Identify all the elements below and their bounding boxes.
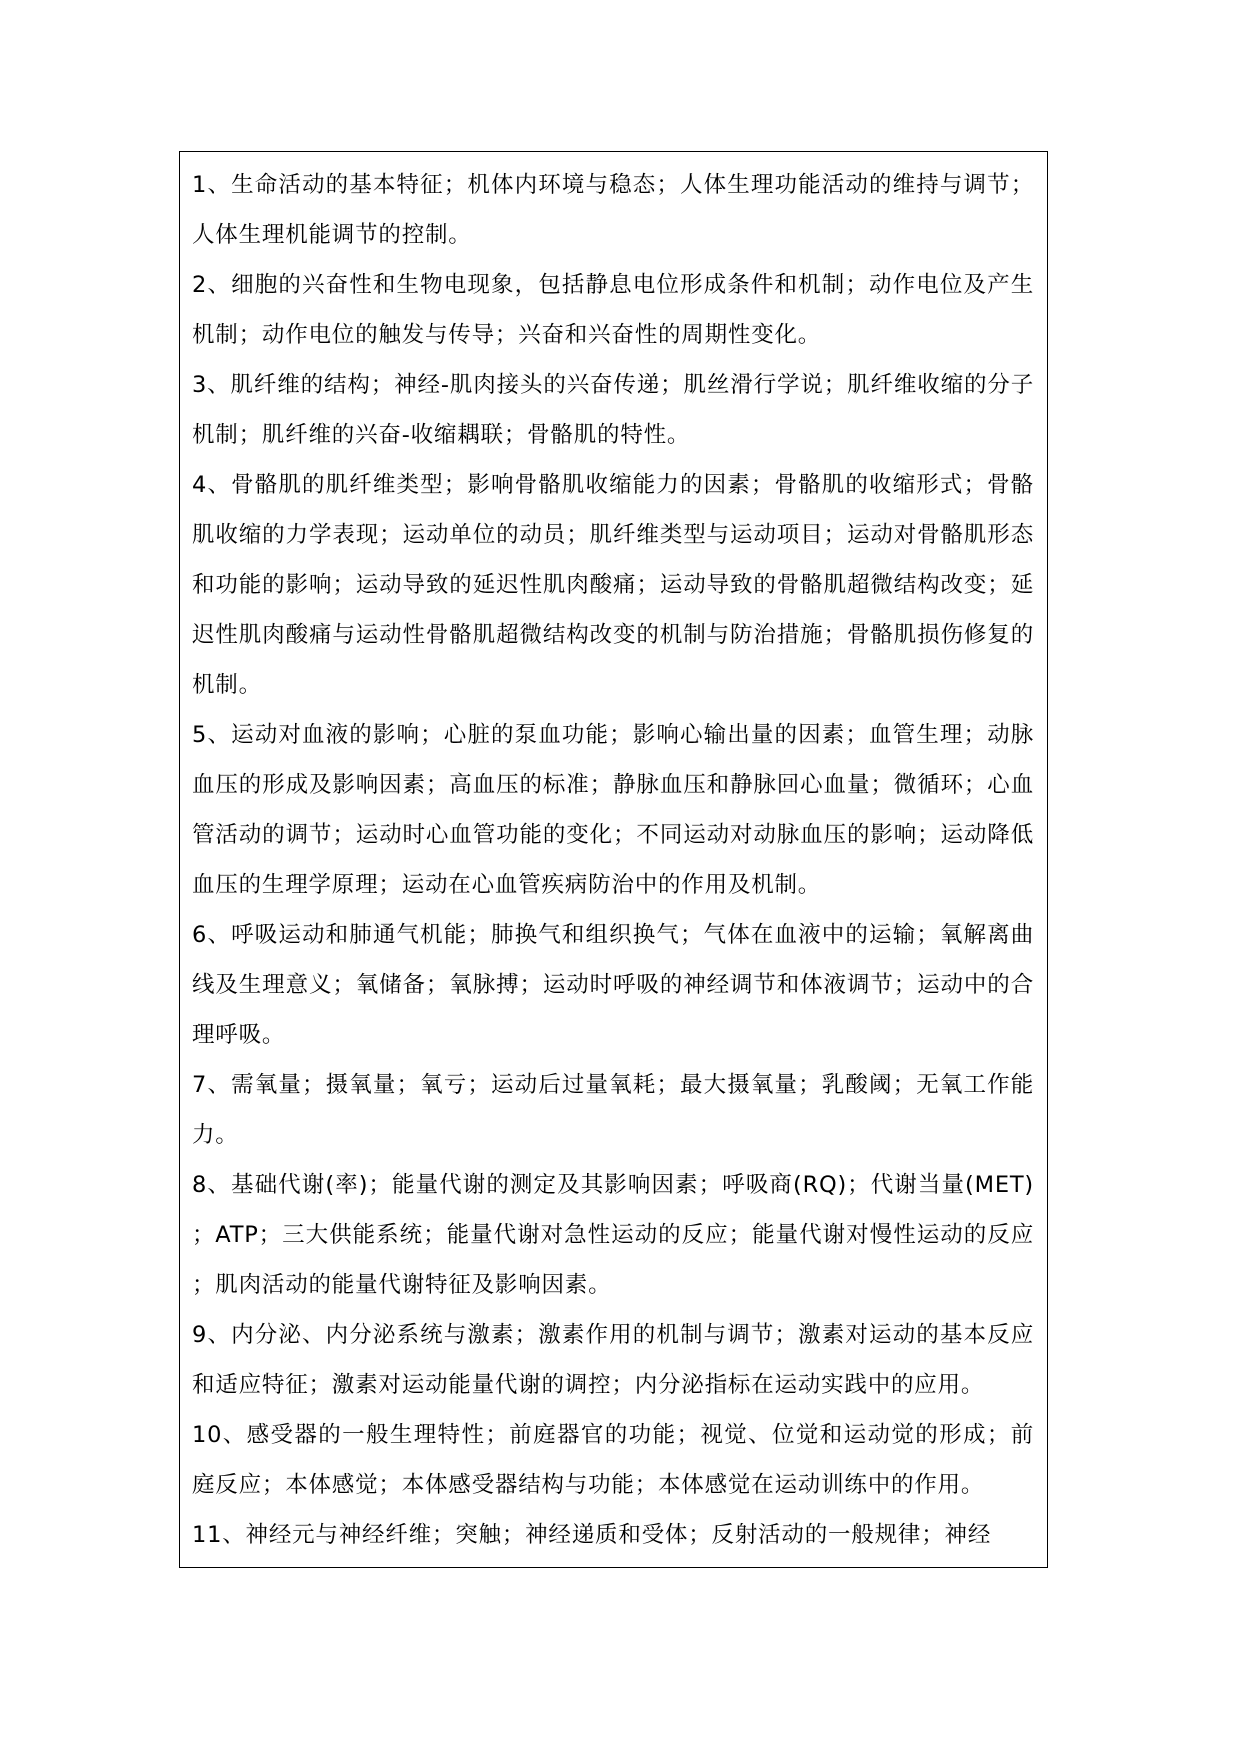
topic-item-9: 9、内分泌、内分泌系统与激素；激素作用的机制与调节；激素对运动的基本反应和适应特征；激素对运动能量代谢的调控；内分泌指标在运动实践中的应用。	[192, 1322, 1034, 1398]
topic-item-5: 5、运动对血液的影响；心脏的泵血功能；影响心输出量的因素；血管生理；动脉血压的形成及影响因素；高血压的标准；静脉血压和静脉回心血量；微循环；心血管活动的调节；运动时心血管功能的变化；不同运动对动脉血压的影响；运动降低血压的生理学原理；运动在心血管疾病防治中的作用及机制。	[192, 722, 1034, 898]
topic-item-10: 10、感受器的一般生理特性；前庭器官的功能；视觉、位觉和运动觉的形成；前庭反应；本体感觉；本体感受器结构与功能；本体感觉在运动训练中的作用。	[192, 1422, 1034, 1498]
topic-item-2: 2、细胞的兴奋性和生物电现象，包括静息电位形成条件和机制；动作电位及产生机制；动作电位的触发与传导；兴奋和兴奋性的周期性变化。	[192, 272, 1034, 348]
content-table-cell	[179, 151, 1048, 1568]
topic-item-8: 8、基础代谢(率)；能量代谢的测定及其影响因素；呼吸商(RQ)；代谢当量(MET)；ATP；三大供能系统；能量代谢对急性运动的反应；能量代谢对慢性运动的反应；肌肉活动的能量代谢特征及影响因素。	[192, 1172, 1034, 1298]
topic-item-3: 3、肌纤维的结构；神经-肌肉接头的兴奋传递；肌丝滑行学说；肌纤维收缩的分子机制；肌纤维的兴奋-收缩耦联；骨骼肌的特性。	[192, 372, 1034, 448]
topic-item-7: 7、需氧量；摄氧量；氧亏；运动后过量氧耗；最大摄氧量；乳酸阈；无氧工作能力。	[192, 1072, 1034, 1148]
topic-item-1: 1、生命活动的基本特征；机体内环境与稳态；人体生理功能活动的维持与调节；人体生理机能调节的控制。	[192, 172, 1034, 248]
topic-item-6: 6、呼吸运动和肺通气机能；肺换气和组织换气；气体在血液中的运输；氧解离曲线及生理意义；氧储备；氧脉搏；运动时呼吸的神经调节和体液调节；运动中的合理呼吸。	[192, 922, 1034, 1048]
topic-item-11: 11、神经元与神经纤维；突触；神经递质和受体；反射活动的一般规律；神经	[192, 1522, 992, 1548]
topic-list	[192, 160, 1034, 1560]
topic-item-4: 4、骨骼肌的肌纤维类型；影响骨骼肌收缩能力的因素；骨骼肌的收缩形式；骨骼肌收缩的力学表现；运动单位的动员；肌纤维类型与运动项目；运动对骨骼肌形态和功能的影响；运动导致的延迟性肌肉酸痛；运动导致的骨骼肌超微结构改变；延迟性肌肉酸痛与运动性骨骼肌超微结构改变的机制与防治措施；骨骼肌损伤修复的机制。	[192, 472, 1034, 698]
